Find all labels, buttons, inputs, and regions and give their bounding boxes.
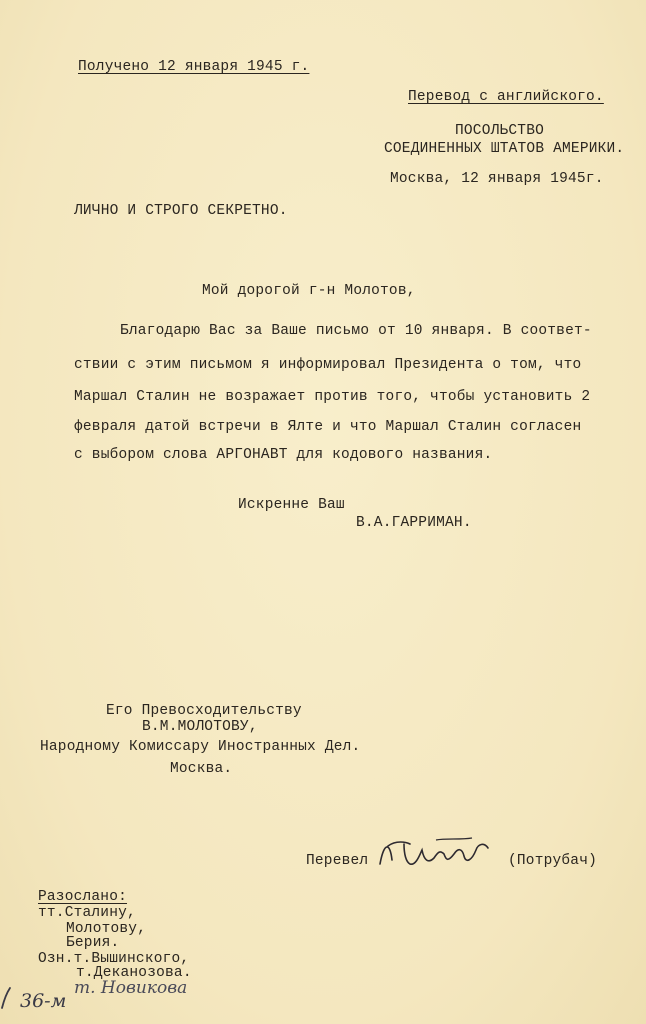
distribution-line-4: Озн.т.Вышинского, [38, 951, 190, 967]
signatory-name: В.А.ГАРРИМАН. [356, 515, 472, 531]
embassy-name-line1: ПОСОЛЬСТВО [455, 123, 545, 139]
addressee-line-4: Москва. [170, 761, 233, 777]
addressee-line-1: Его Превосходительству [106, 703, 302, 719]
classification-label: ЛИЧНО И СТРОГО СЕКРЕТНО. [74, 203, 288, 219]
distribution-heading: Разослано: [38, 889, 128, 905]
body-line-3: Маршал Сталин не возражает против того, чтобы установить 2 [74, 389, 591, 405]
body-line-1: Благодарю Вас за Ваше письмо от 10 января. В соответ- [120, 323, 592, 339]
distribution-line-5: т.Деканозова. [76, 965, 192, 981]
closing: Искренне Ваш [238, 497, 345, 513]
received-stamp: Получено 12 января 1945 г. [78, 59, 310, 75]
margin-mark-icon [0, 986, 14, 1010]
salutation: Мой дорогой г-н Молотов, [202, 283, 416, 299]
body-line-2: ствии с этим письмом я информировал Президента о том, что [74, 357, 582, 373]
embassy-name-line2: СОЕДИНЕННЫХ ШТАТОВ АМЕРИКИ. [384, 141, 625, 157]
addressee-line-3: Народному Комиссару Иностранных Дел. [40, 739, 361, 755]
translation-note: Перевод с английского. [408, 89, 604, 105]
distribution-line-2: Молотову, [66, 921, 147, 937]
distribution-line-3: Берия. [66, 935, 120, 951]
addressee-line-2: В.М.МОЛОТОВУ, [142, 719, 258, 735]
distribution-line-1: тт.Сталину, [38, 905, 136, 921]
translator-label: Перевел [306, 853, 369, 869]
file-number: 36-м [20, 990, 67, 1012]
handwritten-note: т. Новикова [74, 978, 188, 998]
translator-name: (Потрубач) [508, 853, 598, 869]
translator-signature [376, 836, 496, 872]
body-line-4: февраля датой встречи в Ялте и что Маршал Сталин согласен [74, 419, 582, 435]
place-date: Москва, 12 января 1945г. [390, 171, 604, 187]
body-line-5: с выбором слова АРГОНАВТ для кодового названия. [74, 447, 493, 463]
